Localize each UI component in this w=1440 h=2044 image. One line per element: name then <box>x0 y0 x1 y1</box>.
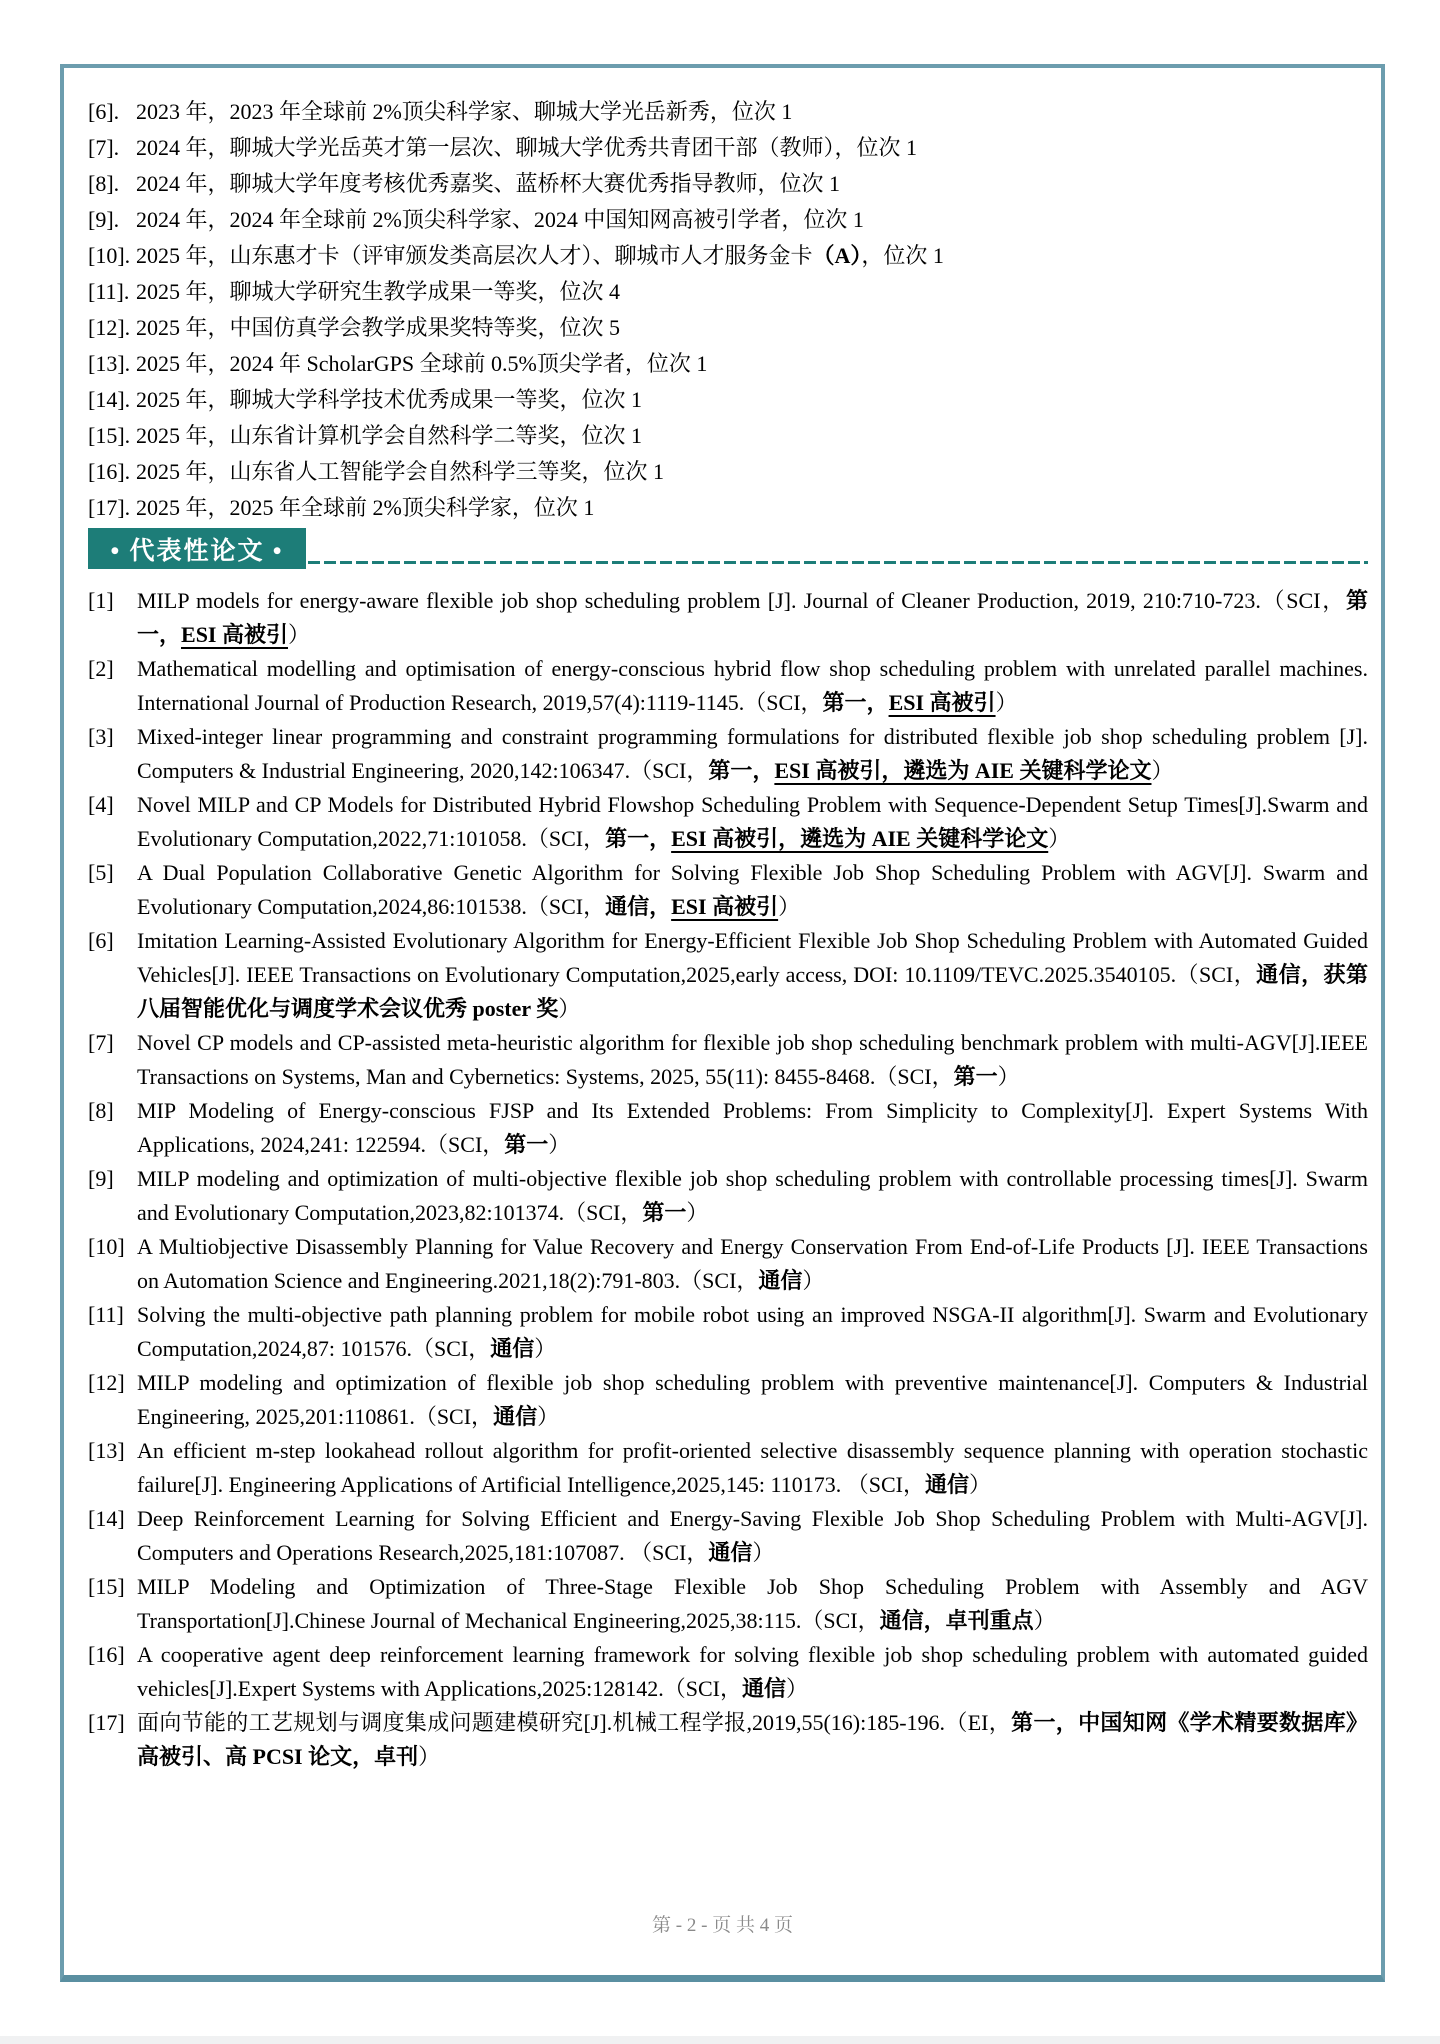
publication-item-number: [7] <box>88 1030 114 1055</box>
award-item-text <box>136 130 917 166</box>
text-segment: 2025 年，中国仿真学会教学成果奖特等奖，位次 5 <box>136 315 621 340</box>
text-segment: ） <box>558 996 581 1021</box>
text-segment: 第一， <box>605 826 672 851</box>
text-segment: 2023 年，2023 年全球前 2%顶尖科学家、聊城大学光岳新秀，位次 1 <box>136 99 793 124</box>
award-item-number: [12]. <box>88 315 131 340</box>
text-segment: （A） <box>812 243 862 268</box>
publication-item <box>88 1162 1368 1230</box>
text-segment: 第一 <box>953 1064 998 1089</box>
award-item <box>88 346 1368 382</box>
publication-item <box>88 856 1368 924</box>
publication-item-number: [13] <box>88 1438 125 1463</box>
publication-item-text <box>137 584 1368 652</box>
text-segment: 通信，卓刊重点 <box>879 1608 1034 1633</box>
publication-item <box>88 652 1368 720</box>
text-segment: 2024 年，聊城大学年度考核优秀嘉奖、蓝桥杯大赛优秀指导教师，位次 1 <box>136 171 841 196</box>
text-segment: Novel MILP and CP Models for Distributed Hybrid Flowshop Scheduling Problem with Sequence-Dependent Setup Times[J].Swarm and Evolutionary Computation,2022,71:101058.（SCI， <box>137 792 1368 851</box>
text-segment: ） <box>995 690 1018 715</box>
publication-item-text <box>137 1298 1368 1366</box>
text-segment: 2024 年，2024 年全球前 2%顶尖科学家、2024 中国知网高被引学者，位次 1 <box>136 207 864 232</box>
text-segment: Deep Reinforcement Learning for Solving Efficient and Energy-Saving Flexible Job Shop Scheduling Problem with Multi-AGV[J]. Computers and Operations Research,2025,181:107087. （SCI， <box>137 1506 1368 1565</box>
text-segment: A Multiobjective Disassembly Planning for Value Recovery and Energy Conservation From End-of-Life Products [J]. IEEE Transactions on Automation Science and Engineering.2021,18(2):791-803.（SCI， <box>137 1234 1368 1293</box>
section-underline <box>308 561 1368 564</box>
award-item-text <box>136 454 664 490</box>
text-segment: 第一 <box>504 1132 549 1157</box>
text-segment: ） <box>1151 758 1174 783</box>
publication-item-number: [3] <box>88 724 114 749</box>
publication-item <box>88 788 1368 856</box>
text-segment: 通信 <box>758 1268 803 1293</box>
publication-item-text <box>137 1366 1368 1434</box>
text-segment: 2025 年，聊城大学研究生教学成果一等奖，位次 4 <box>136 279 621 304</box>
award-item-number: [8]. <box>88 171 120 196</box>
text-segment: 第一， <box>708 758 775 783</box>
publication-item-number: [4] <box>88 792 114 817</box>
publication-item-number: [15] <box>88 1574 125 1599</box>
text-segment: 第一， <box>137 588 1368 647</box>
award-item <box>88 130 1368 166</box>
text-segment: MILP models for energy-aware flexible job shop scheduling problem [J]. Journal of Cleaner Production, 2019, 210:710-723.（SCI， <box>137 588 1346 613</box>
text-segment: 2025 年，2025 年全球前 2%顶尖科学家，位次 1 <box>136 495 595 520</box>
award-item <box>88 94 1368 130</box>
publication-item-text <box>137 1570 1368 1638</box>
text-segment: 通信 <box>924 1472 969 1497</box>
award-item-number: [14]. <box>88 387 131 412</box>
publication-item-number: [17] <box>88 1710 125 1735</box>
publication-item <box>88 1094 1368 1162</box>
text-segment: ESI 高被引 <box>888 690 996 715</box>
award-item-number: [11]. <box>88 279 130 304</box>
publication-item-number: [1] <box>88 588 114 613</box>
text-segment: Imitation Learning-Assisted Evolutionary Algorithm for Energy-Efficient Flexible Job Shop Scheduling Problem with Automated Guided Vehicles[J]. IEEE Transactions on Evolutionary Computation,2025,early access, DOI: 10.1109/TEVC.2025.3540105.（SCI， <box>137 928 1368 987</box>
award-item-text <box>136 310 620 346</box>
text-segment: ） <box>752 1540 775 1565</box>
text-segment: ESI 高被引，遴选为 AIE 关键科学论文 <box>671 826 1049 851</box>
text-segment: ） <box>1048 826 1071 851</box>
text-segment: ） <box>785 1676 808 1701</box>
text-segment: ，位次 1 <box>861 243 944 268</box>
publication-item <box>88 1298 1368 1366</box>
cv-page-frame <box>60 64 1385 1982</box>
publication-item-text <box>137 1638 1368 1706</box>
text-segment: 通信 <box>493 1404 538 1429</box>
text-segment: Novel CP models and CP-assisted meta-heuristic algorithm for flexible job shop scheduling benchmark problem with multi-AGV[J].IEEE Transactions on Systems, Man and Cybernetics: Systems, 2025, 55(11): 8455-8468.（SCI， <box>137 1030 1368 1089</box>
text-segment: MIP Modeling of Energy-conscious FJSP and Its Extended Problems: From Simplicity to Complexity[J]. Expert Systems With Applications, 2024,241: 122594.（SCI， <box>137 1098 1368 1157</box>
publications-list <box>88 584 1368 1774</box>
publication-item-number: [9] <box>88 1166 114 1191</box>
award-item-text <box>136 238 944 274</box>
publication-item <box>88 924 1368 1026</box>
viewer-gap-strip <box>0 2036 1440 2044</box>
section-title: • 代表性论文 • <box>110 537 284 565</box>
award-item-number: [15]. <box>88 423 131 448</box>
award-item <box>88 490 1368 526</box>
text-segment: 通信，获第八届智能优化与调度学术会议优秀 poster 奖 <box>137 962 1368 1021</box>
text-segment: 通信， <box>605 894 672 919</box>
publication-item-number: [2] <box>88 656 114 681</box>
publication-item-text <box>137 1026 1368 1094</box>
award-item-number: [16]. <box>88 459 131 484</box>
publication-item-number: [6] <box>88 928 114 953</box>
award-item <box>88 238 1368 274</box>
award-item-number: [6]. <box>88 99 120 124</box>
award-item-text <box>136 274 620 310</box>
award-item <box>88 418 1368 454</box>
award-item <box>88 310 1368 346</box>
text-segment: An efficient m-step lookahead rollout algorithm for profit-oriented selective disassembly sequence planning with operation stochastic failure[J]. Engineering Applications of Artificial Intelligence,2025,145: 110173. （SCI， <box>137 1438 1368 1497</box>
section-banner <box>88 528 306 569</box>
award-item-number: [17]. <box>88 495 131 520</box>
text-segment: 2025 年，山东省人工智能学会自然科学三等奖，位次 1 <box>136 459 665 484</box>
text-segment: Mixed-integer linear programming and constraint programming formulations for distributed flexible job shop scheduling problem [J]. Computers & Industrial Engineering, 2020,142:106347.（SCI， <box>137 724 1368 783</box>
award-item <box>88 166 1368 202</box>
publication-item-text <box>137 1230 1368 1298</box>
text-segment: 第一，中国知网《学术精要数据库》高被引、高 PCSI 论文，卓刊 <box>137 1710 1368 1769</box>
awards-list <box>88 94 1368 526</box>
award-item <box>88 454 1368 490</box>
text-segment: ） <box>778 894 801 919</box>
text-segment: ESI 高被引 <box>671 894 779 919</box>
text-segment: 通信 <box>490 1336 535 1361</box>
text-segment: ） <box>997 1064 1020 1089</box>
text-segment: ） <box>802 1268 825 1293</box>
text-segment: A Dual Population Collaborative Genetic Algorithm for Solving Flexible Job Shop Scheduling Problem with AGV[J]. Swarm and Evolutionary Computation,2024,86:101538.（SCI， <box>137 860 1368 919</box>
publication-item-text <box>137 720 1368 788</box>
publication-item-text <box>137 856 1368 924</box>
text-segment: Solving the multi-objective path planning problem for mobile robot using an improved NSGA-II algorithm[J]. Swarm and Evolutionary Computation,2024,87: 101576.（SCI， <box>137 1302 1368 1361</box>
publication-item-text <box>137 1434 1368 1502</box>
publication-item-number: [5] <box>88 860 114 885</box>
publication-item <box>88 1366 1368 1434</box>
publication-item <box>88 584 1368 652</box>
text-segment: ） <box>288 622 311 647</box>
text-segment: Mathematical modelling and optimisation of energy-conscious hybrid flow shop scheduling problem with unrelated parallel machines. International Journal of Production Research, 2019,57(4):1119-1145.（SCI， <box>137 656 1368 715</box>
text-segment: 通信 <box>708 1540 753 1565</box>
publication-item-number: [8] <box>88 1098 114 1123</box>
publication-item-number: [16] <box>88 1642 125 1667</box>
publication-item-text <box>137 788 1368 856</box>
award-item <box>88 202 1368 238</box>
award-item-text <box>136 202 864 238</box>
text-segment: ） <box>1033 1608 1056 1633</box>
text-segment: MILP modeling and optimization of flexible job shop scheduling problem with preventive maintenance[J]. Computers & Industrial Engineering, 2025,201:110861.（SCI， <box>137 1370 1368 1429</box>
text-segment: ） <box>418 1744 441 1769</box>
award-item-text <box>136 418 642 454</box>
award-item-text <box>136 490 594 526</box>
publication-item-number: [12] <box>88 1370 125 1395</box>
text-segment: MILP Modeling and Optimization of Three-Stage Flexible Job Shop Scheduling Problem with Assembly and AGV Transportation[J].Chinese Journal of Mechanical Engineering,2025,38:115.（SCI， <box>137 1574 1368 1633</box>
publication-item <box>88 720 1368 788</box>
publication-item <box>88 1026 1368 1094</box>
text-segment: ） <box>537 1404 560 1429</box>
text-segment: ） <box>548 1132 571 1157</box>
text-segment: 2025 年，山东惠才卡（评审颁发类高层次人才）、聊城市人才服务金卡 <box>136 243 813 268</box>
publication-item-number: [14] <box>88 1506 125 1531</box>
publication-item-number: [10] <box>88 1234 125 1259</box>
text-segment: 第一 <box>642 1200 687 1225</box>
text-segment: 2024 年，聊城大学光岳英才第一层次、聊城大学优秀共青团干部（教师），位次 1 <box>136 135 918 160</box>
award-item-number: [13]. <box>88 351 131 376</box>
text-segment: 2025 年，山东省计算机学会自然科学二等奖，位次 1 <box>136 423 643 448</box>
text-segment: ） <box>686 1200 709 1225</box>
publication-item-text <box>137 1502 1368 1570</box>
award-item-text <box>136 166 840 202</box>
text-segment: 第一， <box>822 690 889 715</box>
award-item-number: [10]. <box>88 243 131 268</box>
publication-item <box>88 1638 1368 1706</box>
publication-item-text <box>137 1162 1368 1230</box>
publication-item-text <box>137 652 1368 720</box>
section-header-row <box>88 528 1368 569</box>
publication-item <box>88 1502 1368 1570</box>
page-footer: 第 - 2 - 页 共 4 页 <box>652 1915 793 1936</box>
publication-item <box>88 1706 1368 1774</box>
award-item <box>88 382 1368 418</box>
text-segment: ESI 高被引 <box>181 622 288 647</box>
text-segment: 2025 年，聊城大学科学技术优秀成果一等奖，位次 1 <box>136 387 643 412</box>
publication-item <box>88 1230 1368 1298</box>
text-segment: A cooperative agent deep reinforcement learning framework for solving flexible job shop scheduling problem with automated guided vehicles[J].Expert Systems with Applications,2025:128142.（SCI， <box>137 1642 1368 1701</box>
publication-item-text <box>137 1706 1368 1774</box>
text-segment: ESI 高被引，遴选为 AIE 关键科学论文 <box>774 758 1152 783</box>
text-segment: 2025 年，2024 年 ScholarGPS 全球前 0.5%顶尖学者，位次 1 <box>136 351 708 376</box>
award-item-number: [7]. <box>88 135 120 160</box>
publication-item-text <box>137 924 1368 1026</box>
text-segment: ） <box>968 1472 991 1497</box>
publication-item <box>88 1434 1368 1502</box>
publication-item <box>88 1570 1368 1638</box>
award-item-text <box>136 94 792 130</box>
award-item <box>88 274 1368 310</box>
text-segment: ） <box>534 1336 557 1361</box>
text-segment: 通信 <box>741 1676 786 1701</box>
award-item-text <box>136 382 642 418</box>
text-segment: MILP modeling and optimization of multi-objective flexible job shop scheduling problem with controllable processing times[J]. Swarm and Evolutionary Computation,2023,82:101374.（SCI， <box>137 1166 1368 1225</box>
text-segment: 面向节能的工艺规划与调度集成问题建模研究[J].机械工程学报,2019,55(16):185-196.（EI， <box>137 1710 1012 1735</box>
award-item-number: [9]. <box>88 207 120 232</box>
publication-item-number: [11] <box>88 1302 124 1327</box>
publication-item-text <box>137 1094 1368 1162</box>
award-item-text <box>136 346 707 382</box>
